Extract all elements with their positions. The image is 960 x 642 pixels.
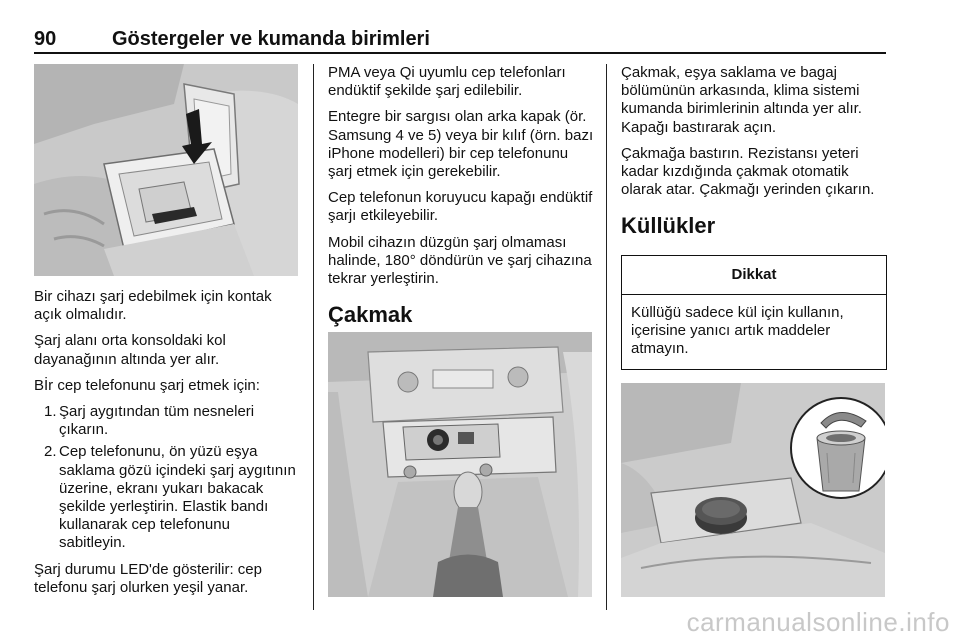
step-number: 2. [44, 443, 57, 461]
step-text: Şarj aygıtından tüm nesneleri çıkarın. [59, 403, 255, 439]
watermark: carmanualsonline.info [686, 607, 950, 637]
step-number: 1. [44, 403, 57, 421]
warning-title: Dikkat [622, 256, 886, 294]
ashtray-illustration [621, 383, 885, 597]
charging-compartment-illustration [34, 64, 298, 276]
list-item [34, 403, 298, 439]
middle-column [328, 64, 596, 344]
warning-box [621, 255, 887, 370]
paragraph: Bİr cep telefonunu şarj etmek için: [34, 376, 260, 394]
instruction-list [34, 403, 298, 553]
paragraph: Çakmak, eşya saklama ve bagaj bölümünün arkasında, klima sistemi kumanda birimlerinin altında yer alır. Kapağı bastırarak açın. [621, 64, 862, 136]
paragraph: Şarj alanı orta konsoldaki kol dayanağının altında yer alır. [34, 332, 226, 368]
page-number: 90 [34, 28, 57, 50]
paragraph: PMA veya Qi uyumlu cep telefonları endüktif şekilde şarj edilebilir. [328, 64, 566, 100]
section-heading: Küllükler [621, 213, 716, 239]
left-column [34, 288, 298, 605]
paragraph: Cep telefonun koruyucu kapağı endüktif şarjı etkileyebilir. [328, 189, 593, 225]
paragraph: Entegre bir sargısı olan arka kapak (ör. Samsung 4 ve 5) veya bir kılıf (örn. bazı iPhone modelleri) bir cep telefonunu şarj etmek için gerekebilir. [328, 108, 594, 181]
header-rule [34, 52, 886, 54]
page-title: Göstergeler ve kumanda birimleri [112, 28, 430, 50]
paragraph: Çakmağa bastırın. Rezistansı yeteri kadar kızdığında çakmak otomatik olarak atar. Çakmağı yerinden çıkarın. [621, 144, 875, 199]
paragraph: Şarj durumu LED'de gösterilir: cep telefonu şarj olurken yeşil yanar. [34, 560, 262, 596]
warning-text: Küllüğü sadece kül için kullanın, içerisine yanıcı artık maddeler atmayın. [631, 303, 844, 358]
cigarette-lighter-illustration [328, 332, 592, 597]
step-text: Cep telefonunu, ön yüzü eşya saklama gözü içindeki şarj aygıtının üzerine, ekranı yukarı bakacak şekilde yerleştirin. Elastik bandı kullanarak cep telefonunu sabitleyin. [59, 443, 296, 552]
right-column [621, 64, 887, 370]
section-heading: Çakmak [328, 302, 413, 328]
list-item [34, 443, 298, 552]
paragraph: Mobil cihazın düzgün şarj olmaması halinde, 180° döndürün ve şarj cihazına tekrar yerleştirin. [328, 233, 592, 288]
column-divider [606, 64, 607, 610]
column-divider [313, 64, 314, 610]
paragraph: Bir cihazı şarj edebilmek için kontak açık olmalıdır. [34, 288, 272, 324]
